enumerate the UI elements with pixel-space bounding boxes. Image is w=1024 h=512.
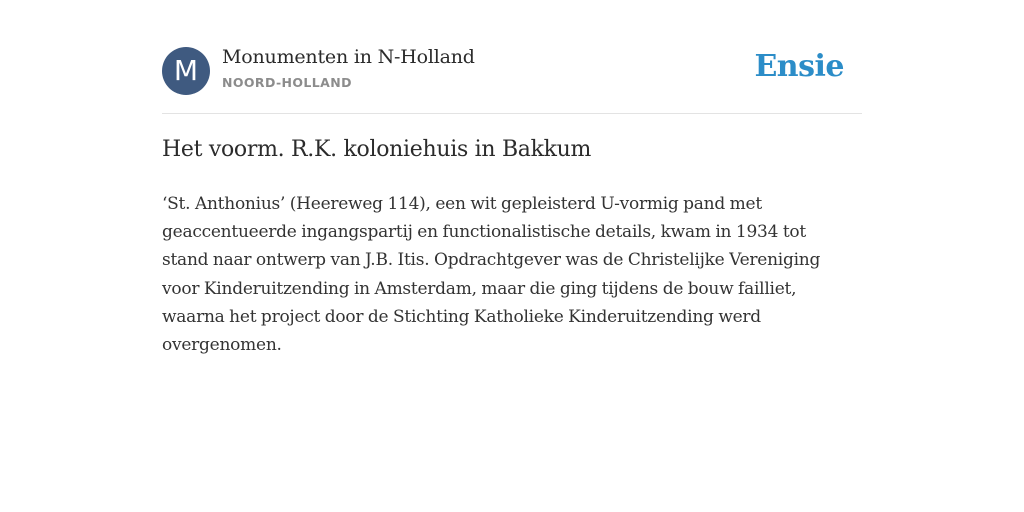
divider [162,113,862,114]
site-subtitle: NOORD-HOLLAND [222,75,352,90]
site-title-link[interactable]: Monumenten in N-Holland [222,46,475,68]
header [162,46,862,96]
article-title: Het voorm. R.K. koloniehuis in Bakkum [162,137,592,162]
avatar[interactable]: M [162,47,210,95]
article-body: ‘St. Anthonius’ (Heereweg 114), een wit gepleisterd U-vormig pand met geaccentueerde ingangspartij en functionalistische details, kwam in 1934 tot stand naar ontwerp van J.B. Itis. Opdrachtgever was de Christelijke Vereniging voor Kinderuitzending in Amsterdam, maar die ging tijdens de bouw failliet, waarna het project door de Stichting Katholieke Kinderuitzending werd overgenomen. [162,194,821,356]
brand-logo-link[interactable]: Ensie [754,49,844,84]
